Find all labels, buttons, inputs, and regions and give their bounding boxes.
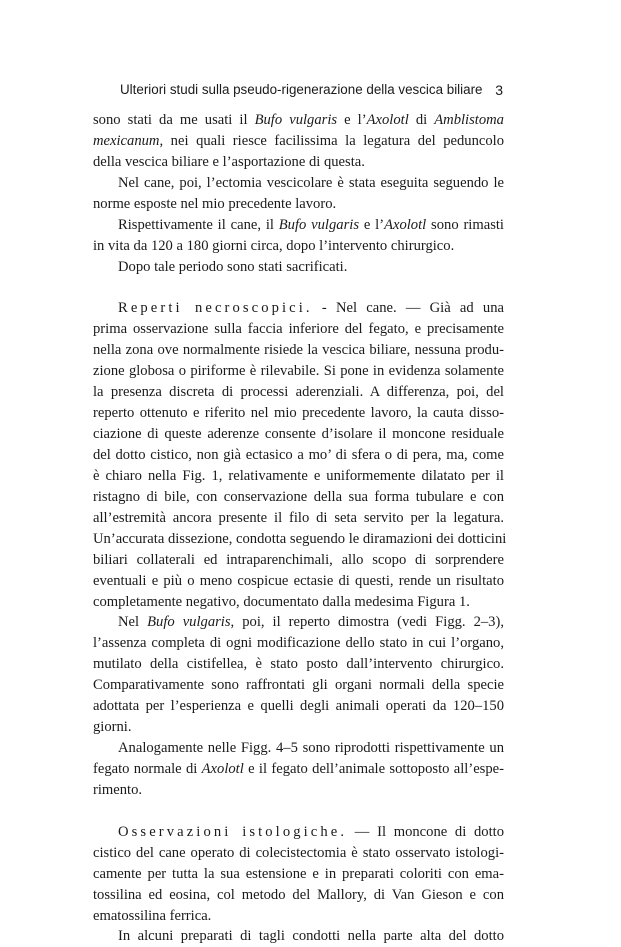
text-line: mutilato della cistifellea, è stato posto dall’intervento chirurgico. (93, 656, 504, 673)
section-heading: Reperti necroscopici. (118, 300, 313, 317)
text-line: mexicanum, nei quali riesce facilissima la legatura del peduncolo (93, 132, 504, 149)
running-title: Ulteriori studi sulla pseudo-rigenerazione della vescica biliare (120, 82, 483, 97)
text-line: completamente negativo, documentato dalla medesima Figura 1. (93, 593, 470, 610)
text-line: ristagno di bile, con conservazione della sua forma tubulare e con (93, 488, 504, 505)
text-line: Dopo tale periodo sono stati sacrificati. (118, 258, 348, 275)
text-line: tossilina ed eosina, col metodo del Mallory, di Van Gieson e con (93, 886, 504, 903)
text-line: Comparativamente sono raffrontati gli organi normali della specie (93, 677, 504, 694)
text-line: sono stati da me usati il Bufo vulgaris e l’Axolotl di Amblistoma (93, 112, 504, 128)
text-line: In alcuni preparati di tagli condotti nella parte alta del dotto (118, 928, 504, 945)
text-line: giorni. (93, 719, 132, 736)
running-header (120, 82, 503, 104)
text-line: norme esposte nel mio precedente lavoro. (93, 195, 337, 212)
section-heading-line: Osservazioni istologiche. — Il moncone di dotto (118, 823, 504, 840)
text-line: rimento. (93, 781, 143, 798)
text-line: del dotto cistico, non già ectasico a mo’ di sfera o di pera, ma, come (93, 446, 504, 463)
text-line: eventuali e più o meno cospicue ectasie di questi, rende un risultato (93, 572, 504, 589)
text-line: ciazione di queste aderenze consente d’isolare il moncone residuale (93, 426, 504, 443)
text-line: l’assenza completa di ogni modificazione dello stato in cui l’organo, (93, 635, 504, 652)
text-line: Rispettivamente il cane, il Bufo vulgaris e l’Axolotl sono rimasti (118, 216, 504, 233)
text-line: zione globosa o piriforme è rilevabile. Si pone in evidenza solamente (93, 363, 504, 380)
text-line: Nel cane, poi, l’ectomia vescicolare è stata eseguita seguendo le (118, 174, 504, 191)
section-heading-line: Reperti necroscopici. - Nel cane. — Già ad una (118, 300, 504, 317)
text-line: nella zona ove normalmente risiede la vescica biliare, nessuna produ- (93, 342, 504, 359)
text-line: all’estremità ancora presente il filo di seta servito per la legatura. (93, 509, 504, 526)
text-line: fegato normale di Axolotl e il fegato dell’animale sottoposto all’espe- (93, 761, 504, 778)
text-line: adottata per l’esperienza e quelli degli animali operati da 120–150 (93, 698, 504, 715)
text-line: cistico del cane operato di colecistectomia è stato osservato istologi- (93, 844, 504, 861)
text-line: reperto ottenuto e riferito nel mio precedente lavoro, la cauta disso- (93, 405, 504, 422)
text-line: Un’accurata dissezione, condotta seguendo le diramazioni dei dotticini (93, 530, 507, 547)
text-line: è chiaro nella Fig. 1, relativamente e uniformemente dilatato per il (93, 467, 504, 484)
text-line: Analogamente nelle Figg. 4–5 sono riprodotti rispettivamente un (118, 740, 504, 757)
body-text (93, 110, 507, 947)
page-number: 3 (495, 82, 503, 98)
text-line: Nel Bufo vulgaris, poi, il reperto dimostra (vedi Figg. 2–3), (118, 614, 504, 631)
text-line: in vita da 120 a 180 giorni circa, dopo l’intervento chirurgico. (93, 237, 455, 254)
text-line: della vescica biliare e l’asportazione di questa. (93, 153, 365, 170)
text-line: la presenza discreta di processi aderenziali. A differenza, poi, del (93, 384, 504, 401)
text-line: biliari collaterali ed intraparenchimali, allo scopo di sorprendere (93, 551, 504, 568)
text-line: prima osservazione sulla faccia inferiore del fegato, e precisamente (93, 321, 504, 338)
text-line: ematossilina ferrica. (93, 907, 212, 924)
section-heading: Osservazioni istologiche. (118, 823, 348, 840)
text-line: camente per tutta la sua estensione e in preparati coloriti con ema- (93, 865, 504, 882)
